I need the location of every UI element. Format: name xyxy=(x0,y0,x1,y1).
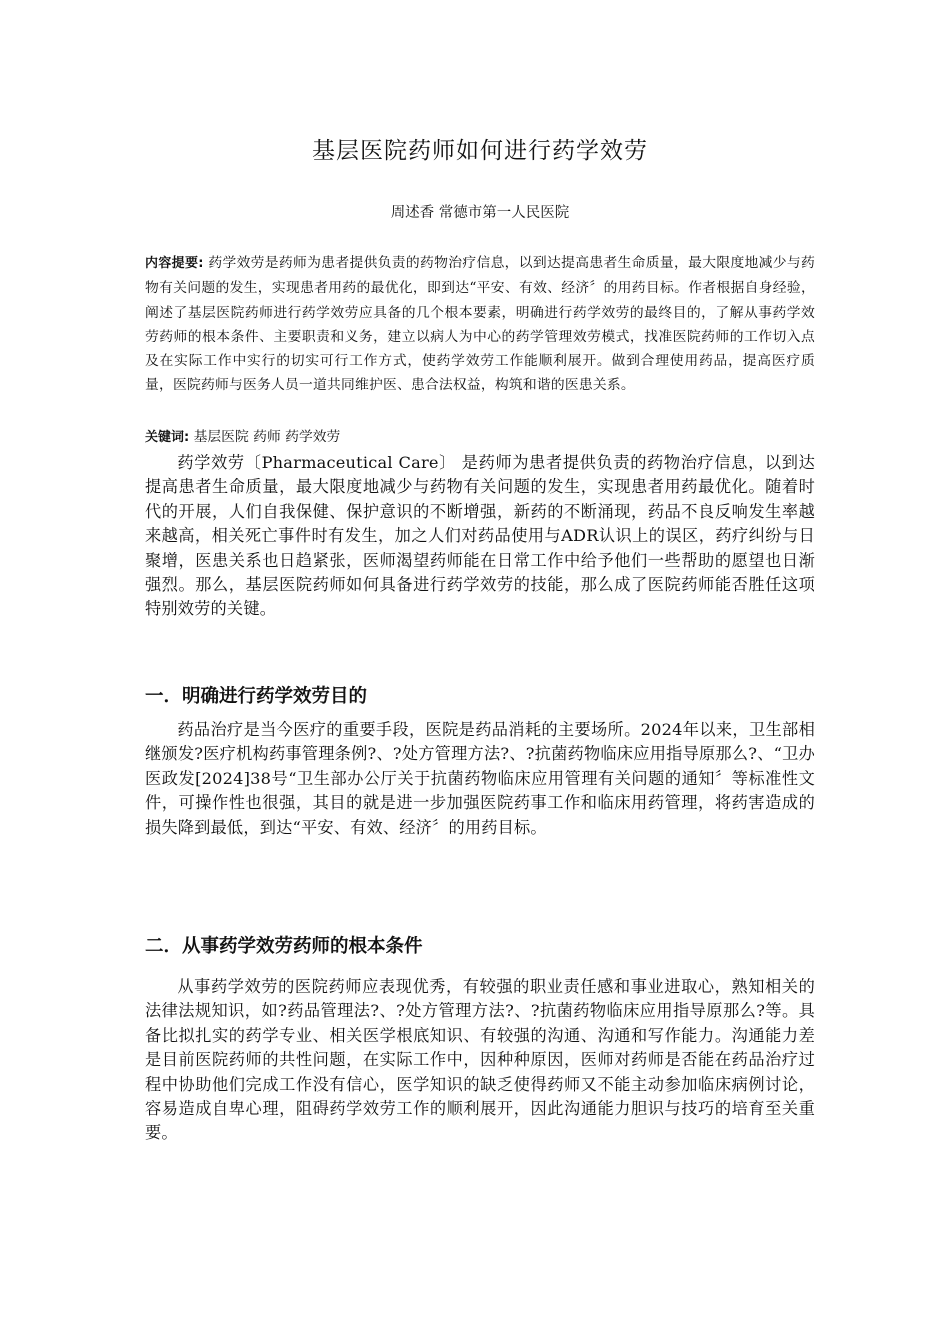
keywords-label: 关键词: xyxy=(145,430,190,445)
section-body-1: 药品治疗是当今医疗的重要手段，医院是药品消耗的主要场所。2024年以来，卫生部相继颁发?医疗机构药事管理条例?、?处方管理方法?、?抗菌药物临床应用指导原那么?、“卫办医政发[2024]38号“卫生部办公厅关于抗菌药物临床应用管理有关问题的通知〞等标准性文件，可操作性也很强，其目的就是进一步加强医院药事工作和临床用药管理，将药害造成的损失降到最低，到达“平安、有效、经济〞的用药目标。 xyxy=(145,720,815,837)
keywords xyxy=(145,426,815,449)
page-title: 基层医院药师如何进行药学效劳 xyxy=(312,138,648,164)
keywords-text: 基层医院 药师 药学效劳 xyxy=(189,429,341,445)
abstract xyxy=(145,251,815,398)
section-heading-1: 一．明确进行药学效劳目的 xyxy=(145,686,368,707)
author-line: 周述香 常德市第一人民医院 xyxy=(390,205,570,221)
abstract-text: 药学效劳是药师为患者提供负责的药物治疗信息，以到达提高患者生命质量，最大限度地减少与药物有关问题的发生，实现患者用药的最优化，即到达“平安、有效、经济〞的用药目标。作者根据自身经验，阐述了基层医院药师进行药学效劳应具备的几个根本要素，明确进行药学效劳的最终目的，了解从事药学效劳药师的根本条件、主要职责和义务，建立以病人为中心的药学管理效劳模式，找准医院药师的工作切入点及在实际工作中实行的切实可行工作方式，使药学效劳工作能顺利展开。做到合理使用药品，提高医疗质量，医院药师与医务人员一道共同维护医、患合法权益，构筑和谐的医患关系。 xyxy=(145,255,815,394)
intro-paragraph: 药学效劳〔Pharmaceutical Care〕 是药师为患者提供负责的药物治疗信息，以到达提高患者生命质量，最大限度地减少与药物有关问题的发生，实现患者用药最优化。随着时代的开展，人们自我保健、保护意识的不断增强，新药的不断涌现，药品不良反响发生率越来越高，相关死亡事件时有发生，加之人们对药品使用与ADR认识上的误区，药疗纠纷与日聚增，医患关系也日趋紧张，医师渴望药师能在日常工作中给予他们一些帮助的愿望也日渐强烈。那么，基层医院药师如何具备进行药学效劳的技能，那么成了医院药师能否胜任这项特别效劳的关键。 xyxy=(145,453,815,619)
abstract-label: 内容提要: xyxy=(145,256,204,271)
section-body-2: 从事药学效劳的医院药师应表现优秀，有较强的职业责任感和事业进取心，熟知相关的法律法规知识，如?药品管理法?、?处方管理方法?、?抗菌药物临床应用指导原那么?等。具备比拟扎实的药学专业、相关医学根底知识、有较强的沟通、沟通和写作能力。沟通能力差是目前医院药师的共性问题，在实际工作中，因种种原因，医师对药师是否能在药品治疗过程中协助他们完成工作没有信心，医学知识的缺乏使得药师又不能主动参加临床病例讨论，容易造成自卑心理，阻碍药学效劳工作的顺利展开，因此沟通能力胆识与技巧的培育至关重要。 xyxy=(145,977,815,1143)
section-heading-2: 二．从事药学效劳药师的根本条件 xyxy=(145,936,423,957)
